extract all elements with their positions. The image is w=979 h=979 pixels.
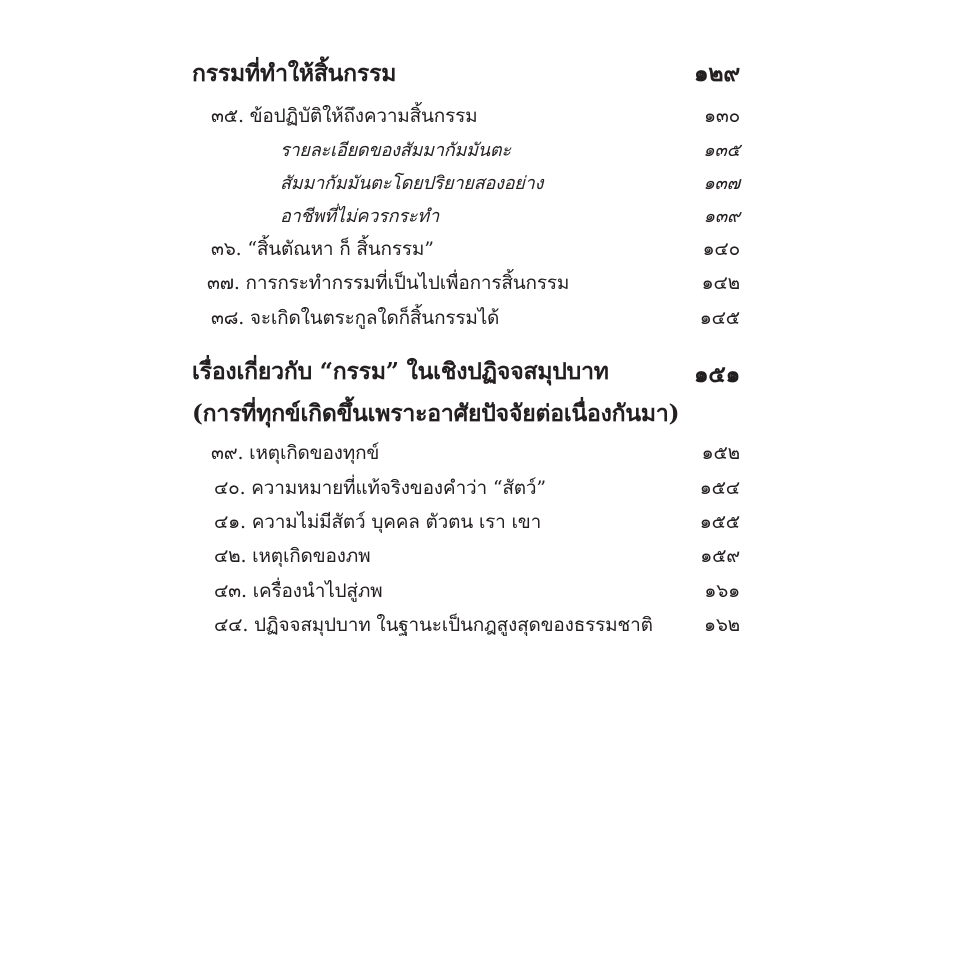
page-number: ๑๔๐ <box>702 238 740 260</box>
page-number: ๑๕๑ <box>693 361 740 388</box>
entry-title: ๔๑. ความไม่มีสัตว์ บุคคล ตัวตน เรา เขา <box>214 511 542 533</box>
page-number: ๑๔๒ <box>701 272 740 294</box>
subentry-title: สัมมากัมมันตะโดยปริยายสองอย่าง <box>280 173 544 194</box>
page-number: ๑๒๙ <box>693 60 740 87</box>
section-title: เรื่องเกี่ยวกับ “กรรม” ในเชิงปฏิจจสมุปบาท <box>192 358 609 385</box>
page-number: ๑๕๒ <box>701 442 740 464</box>
section-title: กรรมที่ทำให้สิ้นกรรม <box>192 60 397 87</box>
page-number: ๑๓๗ <box>703 173 740 194</box>
entry-title: ๓๖. “สิ้นตัณหา ก็ สิ้นกรรม” <box>211 238 434 260</box>
page-number: ๑๔๕ <box>699 307 740 329</box>
entry-title: ๔๐. ความหมายที่แท้จริงของคำว่า “สัตว์” <box>214 477 546 499</box>
entry-title: ๓๙. เหตุเกิดของทุกข์ <box>211 442 380 464</box>
entry-title: ๓๗. การกระทำกรรมที่เป็นไปเพื่อการสิ้นกรรม <box>207 272 570 294</box>
entry-title: ๓๘. จะเกิดในตระกูลใดก็สิ้นกรรมได้ <box>211 307 500 329</box>
page-number: ๑๖๑ <box>704 580 740 602</box>
page-number: ๑๓๐ <box>703 105 740 127</box>
page-number: ๑๕๕ <box>699 511 740 533</box>
subentry-title: อาชีพที่ไม่ควรกระทำ <box>280 206 440 227</box>
entry-title: ๔๔. ปฏิจจสมุปบาท ในฐานะเป็นกฎสูงสุดของธรรมชาติ <box>214 614 653 636</box>
page-number: ๑๖๒ <box>703 614 740 636</box>
page-number: ๑๕๙ <box>700 545 740 567</box>
entry-title: ๔๒. เหตุเกิดของภพ <box>214 545 371 567</box>
entry-title: ๓๕. ข้อปฏิบัติให้ถึงความสิ้นกรรม <box>211 105 478 127</box>
page-number: ๑๓๕ <box>703 140 740 161</box>
section-subtitle: (การที่ทุกข์เกิดขึ้นเพราะอาศัยปัจจัยต่อเนื่องกันมา) <box>192 400 680 427</box>
page-number: ๑๓๙ <box>703 206 740 227</box>
page-number: ๑๕๔ <box>699 477 740 499</box>
entry-title: ๔๓. เครื่องนำไปสู่ภพ <box>214 580 383 602</box>
subentry-title: รายละเอียดของสัมมากัมมันตะ <box>280 140 511 161</box>
